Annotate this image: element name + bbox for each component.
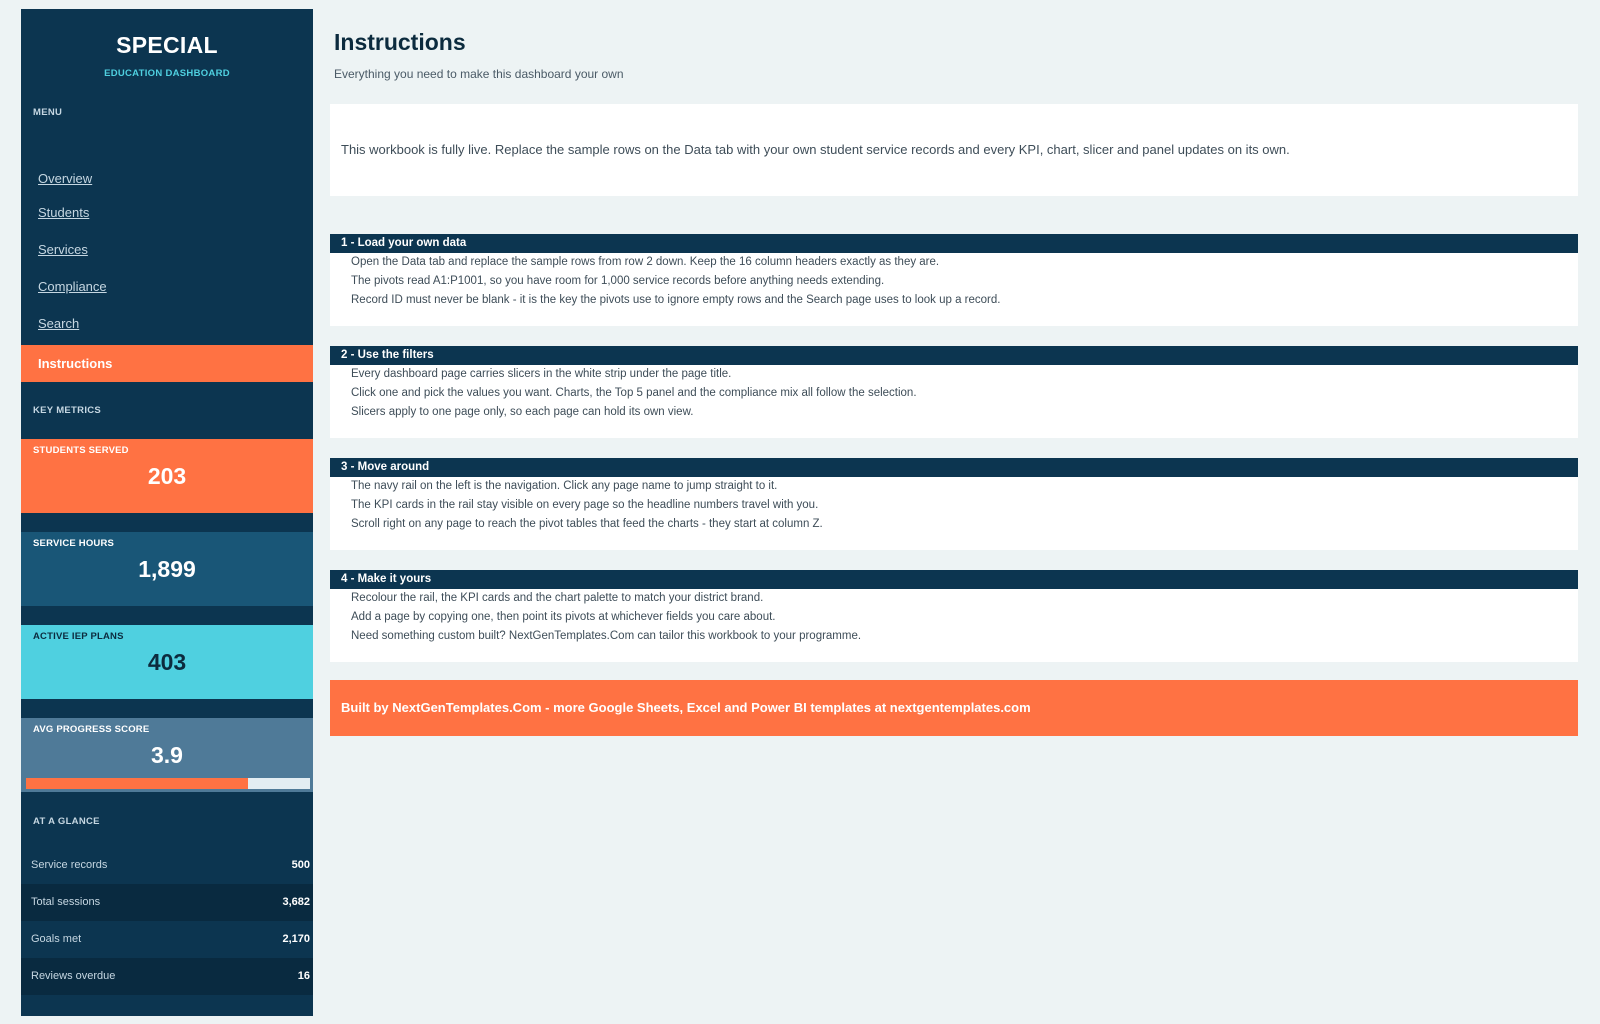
step-line: Slicers apply to one page only, so each page can hold its own view. [351,406,694,418]
glance-label: Reviews overdue [31,970,116,982]
step-2-body [330,365,1578,438]
kpi-students-served [21,439,313,513]
key-metrics-label: KEY METRICS [33,405,102,416]
step-line: Add a page by copying one, then point its pivots at whichever fields you care about. [351,611,776,623]
nav-instructions[interactable]: Instructions [21,345,313,382]
glance-label: Total sessions [31,896,101,908]
glance-row [21,847,313,884]
step-line: Recolour the rail, the KPI cards and the chart palette to match your district brand. [351,592,764,604]
page-margin [0,0,20,1024]
step-4-body [330,589,1578,662]
kpi-label: SERVICE HOURS [33,538,115,549]
step-1-heading: 1 - Load your own data [330,234,1578,253]
step-line: Every dashboard page carries slicers in the white strip under the page title. [351,368,732,380]
sidebar [21,9,313,1016]
glance-row [21,921,313,958]
brand-subtitle: EDUCATION DASHBOARD [104,68,230,79]
step-line: Record ID must never be blank - it is the key the pivots use to ignore empty rows and the Search page uses to look up a record. [351,294,1001,306]
intro-card [330,104,1578,196]
glance-label: Service records [31,859,108,871]
glance-row [21,884,313,921]
nav-compliance[interactable]: Compliance [38,279,107,294]
nav-overview[interactable]: Overview [38,171,93,186]
at-a-glance-label: AT A GLANCE [33,816,100,827]
progress-bar [25,777,311,790]
glance-value: 500 [291,859,310,871]
kpi-label: ACTIVE IEP PLANS [33,631,124,642]
step-line: The navy rail on the left is the navigation. Click any page name to jump straight to it. [351,480,778,492]
kpi-active-iep-plans [21,625,313,699]
step-line: Open the Data tab and replace the sample rows from row 2 down. Keep the 16 column headers exactly as they are. [351,256,940,268]
main-content [313,9,1591,1016]
intro-text: This workbook is fully live. Replace the sample rows on the Data tab with your own student service records and every KPI, chart, slicer and panel updates on its own. [341,142,1290,157]
nav-students[interactable]: Students [38,205,90,220]
kpi-label: STUDENTS SERVED [33,445,129,456]
kpi-value: 1,899 [138,556,196,582]
kpi-value: 203 [147,463,187,489]
step-3-heading: 3 - Move around [330,458,1578,477]
step-line: The KPI cards in the rail stay visible on every page so the headline numbers travel with you. [351,499,819,511]
step-line: The pivots read A1:P1001, so you have room for 1,000 service records before anything needs extending. [351,275,885,287]
glance-value: 3,682 [282,896,310,908]
menu-label: MENU [33,107,63,118]
kpi-avg-progress-score [21,718,313,792]
step-3-body [330,477,1578,550]
page-subtitle: Everything you need to make this dashboard your own [334,67,624,81]
progress-bar-fill [26,778,248,789]
kpi-label: AVG PROGRESS SCORE [33,724,150,735]
nav-search[interactable]: Search [38,316,80,331]
glance-row [21,958,313,995]
page-title: Instructions [334,29,466,55]
glance-value: 16 [297,970,310,982]
brand-title: SPECIAL [116,32,218,58]
step-1-body [330,253,1578,326]
kpi-value: 3.9 [151,742,183,768]
step-4-heading: 4 - Make it yours [330,570,1578,589]
step-2-heading: 2 - Use the filters [330,346,1578,365]
step-line: Scroll right on any page to reach the pivot tables that feed the charts - they start at column Z. [351,518,823,530]
footer-banner: Built by NextGenTemplates.Com - more Google Sheets, Excel and Power BI templates at nextgentemplates.com [330,680,1578,736]
step-line: Need something custom built? NextGenTemplates.Com can tailor this workbook to your programme. [351,630,862,642]
kpi-service-hours [21,532,313,606]
glance-label: Goals met [31,933,82,945]
nav-services[interactable]: Services [38,242,88,257]
step-line: Click one and pick the values you want. Charts, the Top 5 panel and the compliance mix all follow the selection. [351,387,917,399]
glance-value: 2,170 [282,933,310,945]
kpi-value: 403 [147,649,187,675]
